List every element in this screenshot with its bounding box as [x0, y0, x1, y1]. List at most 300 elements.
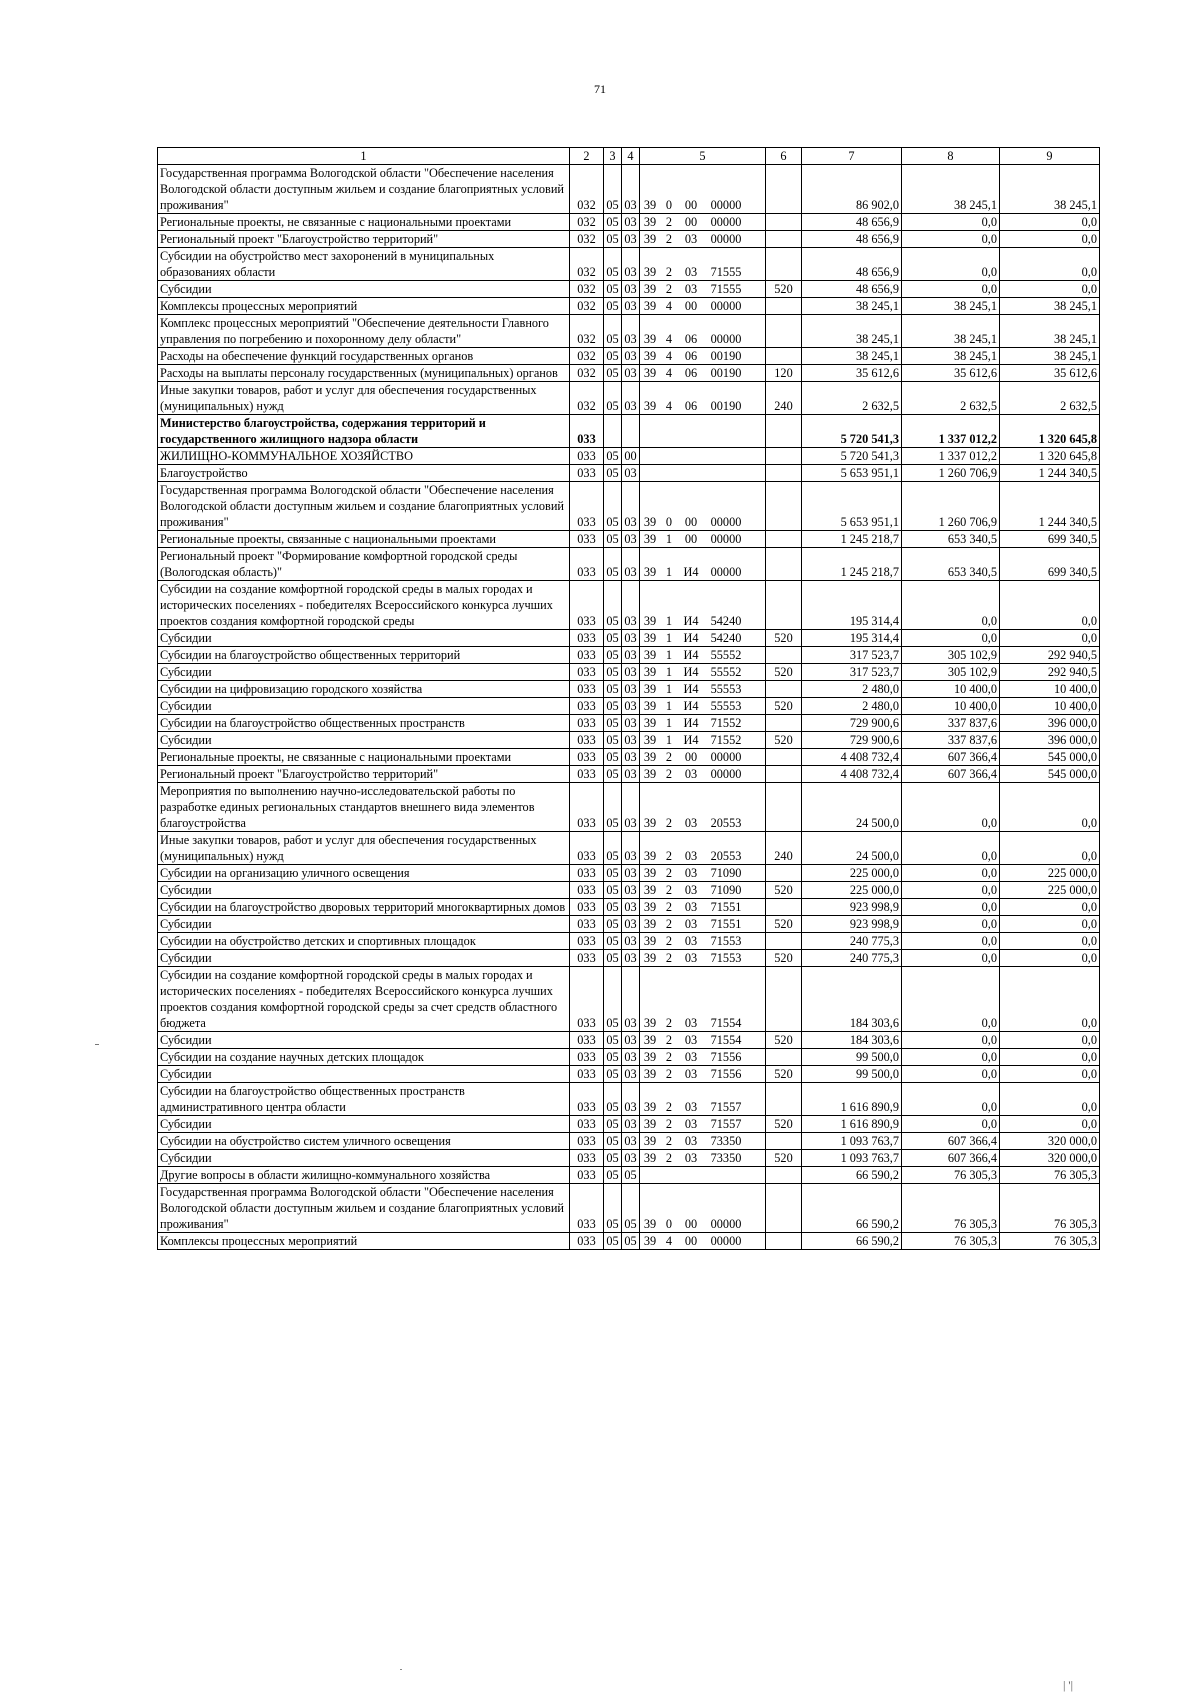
- admin-code: 032: [570, 315, 604, 348]
- table-row: [158, 248, 1100, 281]
- program-code: 39: [643, 631, 657, 645]
- project-code: 03: [684, 816, 698, 830]
- subprogram-code: 2: [665, 767, 673, 781]
- header-col-6: 6: [766, 148, 802, 165]
- header-col-7: 7: [802, 148, 902, 165]
- amount-year-1: 1 245 218,7: [802, 548, 902, 581]
- amount-year-3: 396 000,0: [1000, 732, 1100, 749]
- project-code: 00: [684, 1217, 698, 1231]
- amount-year-2: 607 366,4: [902, 1150, 1000, 1167]
- expense-type-code: [766, 548, 802, 581]
- section-code: 05: [604, 448, 622, 465]
- project-code: И4: [683, 631, 699, 645]
- project-code: 00: [684, 532, 698, 546]
- target-article-code: [640, 1133, 766, 1150]
- admin-code: 032: [570, 165, 604, 214]
- program-code: 39: [643, 1100, 657, 1114]
- amount-year-2: 0,0: [902, 281, 1000, 298]
- amount-year-3: 225 000,0: [1000, 882, 1100, 899]
- project-code: И4: [683, 716, 699, 730]
- amount-year-2: 0,0: [902, 248, 1000, 281]
- target-article-code: [640, 865, 766, 882]
- row-name: Субсидии: [158, 1032, 570, 1049]
- table-row: [158, 916, 1100, 933]
- program-code: 39: [643, 282, 657, 296]
- amount-year-2: 38 245,1: [902, 165, 1000, 214]
- section-code: 05: [604, 1150, 622, 1167]
- program-code: 39: [643, 349, 657, 363]
- expense-type-code: 120: [766, 365, 802, 382]
- row-name: Другие вопросы в области жилищно-коммунального хозяйства: [158, 1167, 570, 1184]
- amount-year-2: 653 340,5: [902, 531, 1000, 548]
- target-article-code: [640, 365, 766, 382]
- expense-type-code: [766, 681, 802, 698]
- project-code: 03: [684, 883, 698, 897]
- amount-year-3: 292 940,5: [1000, 664, 1100, 681]
- project-code: 03: [684, 849, 698, 863]
- row-name: Субсидии: [158, 1066, 570, 1083]
- target-article-code: [640, 899, 766, 916]
- admin-code: 033: [570, 1133, 604, 1150]
- amount-year-3: 0,0: [1000, 967, 1100, 1032]
- section-code: 05: [604, 214, 622, 231]
- direction-code: 55553: [710, 699, 742, 713]
- subsection-code: 03: [622, 581, 640, 630]
- footer-mark: | '|: [1063, 1678, 1073, 1692]
- table-row: [158, 783, 1100, 832]
- amount-year-3: 35 612,6: [1000, 365, 1100, 382]
- project-code: 03: [684, 1100, 698, 1114]
- row-name: Субсидии: [158, 698, 570, 715]
- amount-year-2: 337 837,6: [902, 732, 1000, 749]
- section-code: 05: [604, 231, 622, 248]
- amount-year-3: 0,0: [1000, 916, 1100, 933]
- amount-year-2: 0,0: [902, 231, 1000, 248]
- expense-type-code: [766, 933, 802, 950]
- section-code: 05: [604, 832, 622, 865]
- admin-code: 032: [570, 365, 604, 382]
- amount-year-1: 2 480,0: [802, 681, 902, 698]
- amount-year-2: 76 305,3: [902, 1167, 1000, 1184]
- direction-code: 71090: [710, 883, 742, 897]
- program-code: 39: [643, 733, 657, 747]
- amount-year-1: 225 000,0: [802, 882, 902, 899]
- program-code: 39: [643, 399, 657, 413]
- subsection-code: 03: [622, 315, 640, 348]
- row-name: Субсидии на обустройство детских и спортивных площадок: [158, 933, 570, 950]
- target-article-code: [640, 348, 766, 365]
- subprogram-code: 1: [665, 614, 673, 628]
- subprogram-code: 2: [665, 866, 673, 880]
- program-code: 39: [643, 1050, 657, 1064]
- amount-year-1: 225 000,0: [802, 865, 902, 882]
- target-article-code: [640, 1066, 766, 1083]
- expense-type-code: [766, 766, 802, 783]
- direction-code: 00190: [710, 366, 742, 380]
- table-row: [158, 967, 1100, 1032]
- project-code: И4: [683, 614, 699, 628]
- subprogram-code: 2: [665, 1050, 673, 1064]
- amount-year-1: 66 590,2: [802, 1167, 902, 1184]
- subsection-code: 05: [622, 1184, 640, 1233]
- page-number: 71: [594, 82, 606, 96]
- row-name: Благоустройство: [158, 465, 570, 482]
- section-code: 05: [604, 1184, 622, 1233]
- amount-year-3: 38 245,1: [1000, 348, 1100, 365]
- target-article-code: [640, 1083, 766, 1116]
- program-code: 39: [643, 883, 657, 897]
- subsection-code: 03: [622, 732, 640, 749]
- table-row: [158, 664, 1100, 681]
- table-row: [158, 832, 1100, 865]
- expense-type-code: [766, 348, 802, 365]
- subsection-code: 03: [622, 548, 640, 581]
- amount-year-3: 545 000,0: [1000, 766, 1100, 783]
- row-name: Субсидии на обустройство систем уличного освещения: [158, 1133, 570, 1150]
- table-row: [158, 1032, 1100, 1049]
- amount-year-3: 545 000,0: [1000, 749, 1100, 766]
- expense-type-code: [766, 1049, 802, 1066]
- table-row: [158, 865, 1100, 882]
- target-article-code: [640, 448, 766, 465]
- direction-code: 55553: [710, 682, 742, 696]
- amount-year-3: 0,0: [1000, 248, 1100, 281]
- project-code: 06: [684, 349, 698, 363]
- subsection-code: 03: [622, 882, 640, 899]
- subprogram-code: 1: [665, 648, 673, 662]
- amount-year-3: 10 400,0: [1000, 698, 1100, 715]
- program-code: 39: [643, 917, 657, 931]
- direction-code: 71553: [710, 951, 742, 965]
- direction-code: 54240: [710, 614, 742, 628]
- subsection-code: 03: [622, 783, 640, 832]
- direction-code: 00000: [710, 1217, 742, 1231]
- section-code: 05: [604, 882, 622, 899]
- subsection-code: 03: [622, 365, 640, 382]
- amount-year-2: 0,0: [902, 1066, 1000, 1083]
- section-code: 05: [604, 1167, 622, 1184]
- amount-year-3: 0,0: [1000, 933, 1100, 950]
- amount-year-3: 76 305,3: [1000, 1184, 1100, 1233]
- row-name: Субсидии: [158, 882, 570, 899]
- amount-year-2: 1 337 012,2: [902, 415, 1000, 448]
- project-code: И4: [683, 682, 699, 696]
- subsection-code: 03: [622, 766, 640, 783]
- section-code: 05: [604, 681, 622, 698]
- amount-year-2: 0,0: [902, 1116, 1000, 1133]
- subsection-code: 03: [622, 899, 640, 916]
- table-row: [158, 950, 1100, 967]
- expense-type-code: [766, 1184, 802, 1233]
- program-code: 39: [643, 515, 657, 529]
- admin-code: 033: [570, 630, 604, 647]
- expense-type-code: [766, 1233, 802, 1250]
- amount-year-2: 305 102,9: [902, 647, 1000, 664]
- program-code: 39: [643, 816, 657, 830]
- program-code: 39: [643, 1117, 657, 1131]
- target-article-code: [640, 1184, 766, 1233]
- row-name: Государственная программа Вологодской области "Обеспечение населения Вологодской области доступным жильем и создание благоприятных условий проживания": [158, 1184, 570, 1233]
- amount-year-3: 0,0: [1000, 1083, 1100, 1116]
- target-article-code: [640, 298, 766, 315]
- subprogram-code: 2: [665, 1016, 673, 1030]
- project-code: 00: [684, 515, 698, 529]
- section-code: 05: [604, 1233, 622, 1250]
- project-code: 03: [684, 951, 698, 965]
- amount-year-3: 292 940,5: [1000, 647, 1100, 664]
- subsection-code: 03: [622, 531, 640, 548]
- project-code: И4: [683, 565, 699, 579]
- section-code: 05: [604, 581, 622, 630]
- program-code: 39: [643, 951, 657, 965]
- amount-year-1: 2 480,0: [802, 698, 902, 715]
- expense-type-code: 520: [766, 882, 802, 899]
- subprogram-code: 0: [665, 515, 673, 529]
- project-code: 06: [684, 332, 698, 346]
- subprogram-code: 1: [665, 733, 673, 747]
- amount-year-1: 5 653 951,1: [802, 482, 902, 531]
- target-article-code: [640, 281, 766, 298]
- project-code: 03: [684, 1117, 698, 1131]
- subprogram-code: 2: [665, 1134, 673, 1148]
- direction-code: 00000: [710, 299, 742, 313]
- target-article-code: [640, 950, 766, 967]
- amount-year-1: 1 616 890,9: [802, 1083, 902, 1116]
- table-row: [158, 1116, 1100, 1133]
- subprogram-code: 4: [665, 366, 673, 380]
- direction-code: 00000: [710, 198, 742, 212]
- project-code: И4: [683, 665, 699, 679]
- subsection-code: 03: [622, 214, 640, 231]
- program-code: 39: [643, 332, 657, 346]
- subsection-code: 03: [622, 1116, 640, 1133]
- admin-code: 033: [570, 967, 604, 1032]
- program-code: 39: [643, 716, 657, 730]
- row-name: Региональный проект "Формирование комфортной городской среды (Вологодская область)": [158, 548, 570, 581]
- table-row: [158, 732, 1100, 749]
- program-code: 39: [643, 366, 657, 380]
- program-code: 39: [643, 849, 657, 863]
- amount-year-1: 35 612,6: [802, 365, 902, 382]
- section-code: 05: [604, 698, 622, 715]
- admin-code: 033: [570, 681, 604, 698]
- subsection-code: 03: [622, 933, 640, 950]
- subsection-code: 03: [622, 382, 640, 415]
- admin-code: 032: [570, 214, 604, 231]
- subprogram-code: 1: [665, 699, 673, 713]
- amount-year-3: 0,0: [1000, 783, 1100, 832]
- subsection-code: 03: [622, 698, 640, 715]
- row-name: Субсидии на благоустройство общественных пространств: [158, 715, 570, 732]
- amount-year-3: 0,0: [1000, 832, 1100, 865]
- admin-code: 033: [570, 698, 604, 715]
- section-code: 05: [604, 1083, 622, 1116]
- expense-type-code: [766, 231, 802, 248]
- subsection-code: 03: [622, 298, 640, 315]
- subprogram-code: 2: [665, 934, 673, 948]
- row-name: Мероприятия по выполнению научно-исследовательской работы по разработке единых региональных стандартов внешнего вида элементов благоустройства: [158, 783, 570, 832]
- row-name: Субсидии на создание комфортной городской среды в малых городах и исторических поселениях - победителях Всероссийского конкурса лучших проектов создания комфортной городской среды за счет средств областного бюджета: [158, 967, 570, 1032]
- project-code: 00: [684, 1234, 698, 1248]
- project-code: 00: [684, 198, 698, 212]
- target-article-code: [640, 465, 766, 482]
- table-row: [158, 382, 1100, 415]
- amount-year-1: 240 775,3: [802, 950, 902, 967]
- direction-code: 71551: [710, 900, 742, 914]
- amount-year-1: 1 616 890,9: [802, 1116, 902, 1133]
- direction-code: 00000: [710, 332, 742, 346]
- row-name: Иные закупки товаров, работ и услуг для обеспечения государственных (муниципальных) нужд: [158, 832, 570, 865]
- table-row: [158, 647, 1100, 664]
- program-code: 39: [643, 934, 657, 948]
- expense-type-code: [766, 865, 802, 882]
- amount-year-1: 317 523,7: [802, 664, 902, 681]
- program-code: 39: [643, 866, 657, 880]
- table-row: [158, 348, 1100, 365]
- admin-code: 033: [570, 916, 604, 933]
- amount-year-3: 0,0: [1000, 1066, 1100, 1083]
- admin-code: 033: [570, 1184, 604, 1233]
- subsection-code: 03: [622, 664, 640, 681]
- target-article-code: [640, 382, 766, 415]
- direction-code: 00000: [710, 750, 742, 764]
- expense-type-code: [766, 165, 802, 214]
- project-code: 06: [684, 366, 698, 380]
- target-article-code: [640, 1150, 766, 1167]
- row-name: Государственная программа Вологодской области "Обеспечение населения Вологодской области доступным жильем и создание благоприятных условий проживания": [158, 482, 570, 531]
- target-article-code: [640, 315, 766, 348]
- row-name: Региональный проект "Благоустройство территорий": [158, 231, 570, 248]
- project-code: 00: [684, 215, 698, 229]
- row-name: Региональные проекты, связанные с национальными проектами: [158, 531, 570, 548]
- section-code: 05: [604, 766, 622, 783]
- table-row: [158, 465, 1100, 482]
- direction-code: 00000: [710, 215, 742, 229]
- program-code: 39: [643, 532, 657, 546]
- amount-year-3: 0,0: [1000, 581, 1100, 630]
- program-code: 39: [643, 565, 657, 579]
- row-name: Расходы на выплаты персоналу государственных (муниципальных) органов: [158, 365, 570, 382]
- subprogram-code: 2: [665, 951, 673, 965]
- subsection-code: 03: [622, 967, 640, 1032]
- direction-code: 00000: [710, 767, 742, 781]
- subprogram-code: 2: [665, 1100, 673, 1114]
- table-row: [158, 1184, 1100, 1233]
- admin-code: 033: [570, 1116, 604, 1133]
- program-code: 39: [643, 1217, 657, 1231]
- admin-code: 033: [570, 1150, 604, 1167]
- section-code: 05: [604, 382, 622, 415]
- target-article-code: [640, 482, 766, 531]
- project-code: 03: [684, 767, 698, 781]
- direction-code: 55552: [710, 648, 742, 662]
- admin-code: 033: [570, 581, 604, 630]
- subprogram-code: 2: [665, 900, 673, 914]
- subsection-code: 03: [622, 1066, 640, 1083]
- target-article-code: [640, 630, 766, 647]
- amount-year-1: 1 245 218,7: [802, 531, 902, 548]
- table-row: [158, 531, 1100, 548]
- expense-type-code: [766, 1133, 802, 1150]
- row-name: Субсидии: [158, 950, 570, 967]
- section-code: 05: [604, 315, 622, 348]
- admin-code: 032: [570, 281, 604, 298]
- amount-year-3: 38 245,1: [1000, 298, 1100, 315]
- subsection-code: 03: [622, 281, 640, 298]
- admin-code: 033: [570, 1083, 604, 1116]
- direction-code: 00000: [710, 1234, 742, 1248]
- amount-year-2: 1 337 012,2: [902, 448, 1000, 465]
- amount-year-2: 0,0: [902, 950, 1000, 967]
- header-col-8: 8: [902, 148, 1000, 165]
- expense-type-code: [766, 647, 802, 664]
- table-header-row: [158, 148, 1100, 165]
- target-article-code: [640, 832, 766, 865]
- header-col-1: 1: [158, 148, 570, 165]
- amount-year-1: 48 656,9: [802, 231, 902, 248]
- target-article-code: [640, 749, 766, 766]
- project-code: 03: [684, 900, 698, 914]
- target-article-code: [640, 698, 766, 715]
- subsection-code: 03: [622, 715, 640, 732]
- admin-code: 033: [570, 783, 604, 832]
- project-code: 03: [684, 1050, 698, 1064]
- subsection-code: 03: [622, 749, 640, 766]
- direction-code: 73350: [710, 1134, 742, 1148]
- program-code: 39: [643, 198, 657, 212]
- budget-table: [157, 147, 1100, 1250]
- row-name: Субсидии: [158, 281, 570, 298]
- table-row: [158, 630, 1100, 647]
- section-code: 05: [604, 732, 622, 749]
- section-code: 05: [604, 933, 622, 950]
- amount-year-1: 66 590,2: [802, 1184, 902, 1233]
- amount-year-3: 76 305,3: [1000, 1167, 1100, 1184]
- expense-type-code: [766, 415, 802, 448]
- target-article-code: [640, 766, 766, 783]
- admin-code: 032: [570, 231, 604, 248]
- project-code: 03: [684, 1067, 698, 1081]
- subsection-code: [622, 415, 640, 448]
- amount-year-2: 10 400,0: [902, 681, 1000, 698]
- admin-code: 033: [570, 899, 604, 916]
- admin-code: 033: [570, 933, 604, 950]
- direction-code: 71554: [710, 1016, 742, 1030]
- expense-type-code: [766, 749, 802, 766]
- program-code: 39: [643, 614, 657, 628]
- header-col-2: 2: [570, 148, 604, 165]
- section-code: 05: [604, 749, 622, 766]
- direction-code: 71554: [710, 1033, 742, 1047]
- amount-year-1: 184 303,6: [802, 1032, 902, 1049]
- subprogram-code: 2: [665, 750, 673, 764]
- table-row: [158, 933, 1100, 950]
- direction-code: 71556: [710, 1067, 742, 1081]
- row-name: Субсидии на благоустройство общественных пространств административного центра области: [158, 1083, 570, 1116]
- section-code: 05: [604, 165, 622, 214]
- admin-code: 033: [570, 715, 604, 732]
- table-row: [158, 698, 1100, 715]
- section-code: 05: [604, 1066, 622, 1083]
- subprogram-code: 4: [665, 332, 673, 346]
- subsection-code: 03: [622, 950, 640, 967]
- table-row: [158, 482, 1100, 531]
- subprogram-code: 1: [665, 631, 673, 645]
- subprogram-code: 2: [665, 1151, 673, 1165]
- target-article-code: [640, 732, 766, 749]
- amount-year-3: 225 000,0: [1000, 865, 1100, 882]
- amount-year-2: 38 245,1: [902, 348, 1000, 365]
